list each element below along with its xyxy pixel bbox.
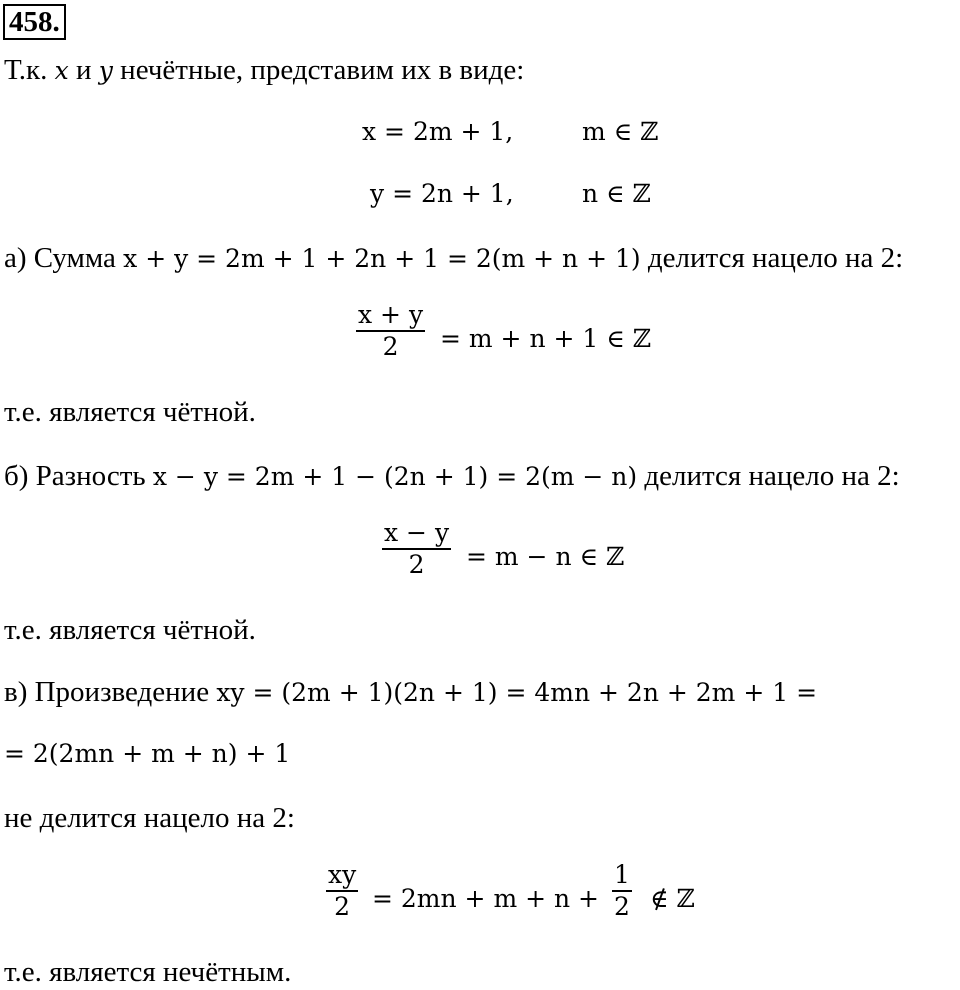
part-a-expression: x + y = 2m + 1 + 2n + 1 = 2(m + n + 1) (123, 244, 641, 273)
part-a-fraction-result: = m + n + 1 ∈ ℤ (440, 324, 651, 353)
intro-text: Т.к. (4, 54, 48, 86)
part-c-half-numerator: 1 (614, 860, 630, 889)
intro-var-y: y (98, 56, 113, 85)
part-b-conclusion: т.е. является чётной. (4, 614, 256, 646)
part-c-fraction-result: ∉ ℤ (650, 884, 695, 913)
equation-x-domain: m ∈ ℤ (582, 117, 659, 146)
part-a-fraction-numerator: x + y (358, 300, 424, 329)
part-a-conclusion: т.е. является чётной. (4, 396, 256, 428)
part-c-fraction-denominator: 2 (334, 892, 351, 921)
part-a-fraction-denominator: 2 (382, 332, 399, 361)
part-c-half-denominator: 2 (614, 892, 630, 921)
part-b-fraction-result: = m − n ∈ ℤ (466, 542, 625, 571)
part-b-expression: x − y = 2m + 1 − (2n + 1) = 2(m − n) (152, 462, 638, 491)
part-a-label: а) Сумма (4, 242, 116, 274)
equation-y-domain: n ∈ ℤ (582, 179, 651, 208)
part-a-fraction (356, 300, 425, 362)
part-c-fraction-middle: = 2mn + m + n + (372, 884, 599, 913)
part-c-line (4, 674, 817, 711)
part-c-half-fraction (612, 860, 632, 922)
part-a-tail: делится нацело на 2: (647, 242, 904, 274)
equation-x: x = 2m + 1, (362, 117, 514, 146)
part-b-line (4, 458, 900, 495)
problem-number: 458. (3, 4, 66, 40)
part-c-continuation: = 2(2mn + m + n) + 1 (4, 739, 291, 768)
intro-line (4, 52, 524, 89)
part-b-tail: делится нацело на 2: (644, 460, 900, 492)
intro-var-x: x (54, 56, 69, 85)
part-c-fraction (326, 860, 358, 922)
part-c-conclusion: т.е. является нечётным. (4, 956, 292, 988)
part-c-expression: xy = (2m + 1)(2n + 1) = 4mn + 2n + 2m + 1 = (216, 678, 818, 707)
part-b-fraction-denominator: 2 (408, 550, 425, 579)
intro-rest: нечётные, представим их в виде: (120, 54, 525, 86)
part-c-fraction-numerator: xy (328, 860, 357, 889)
intro-and: и (76, 54, 92, 86)
part-b-fraction-numerator: x − y (384, 518, 450, 547)
part-a-line (4, 240, 903, 277)
part-b-label: б) Разность (4, 460, 146, 492)
part-b-fraction (382, 518, 451, 580)
part-c-tail: не делится нацело на 2: (4, 802, 295, 834)
part-c-label: в) Произведение (4, 676, 210, 708)
equation-y: y = 2n + 1, (370, 179, 514, 208)
